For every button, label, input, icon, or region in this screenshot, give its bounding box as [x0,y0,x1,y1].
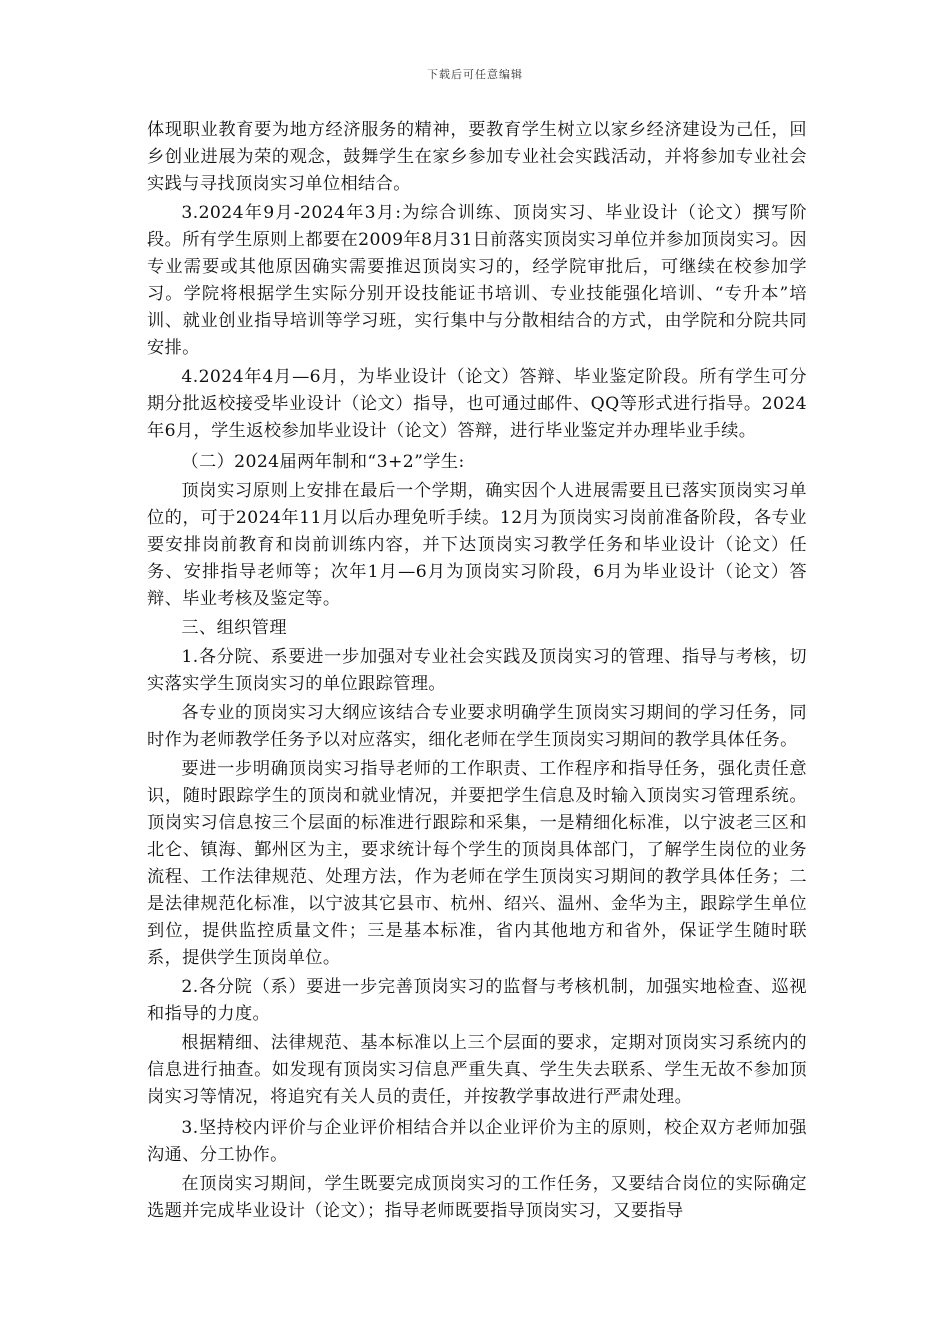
section-heading-3: 三、组织管理 [181,618,287,638]
paragraph-4: 顶岗实习原则上安排在最后一个学期，确实因个人进展需要且已落实顶岗实习单位的，可于2024年11月以后办理免听手续。12月为顶岗实习岗前准备阶段，各专业要安排岗前教育和岗前训练内容，并下达顶岗实习教学任务和毕业设计（论文）任务、安排指导老师等；次年1月—6月为顶岗实习阶段，6月为毕业设计（论文）答辩、毕业考核及鉴定等。 [147,481,807,609]
paragraph-11: 在顶岗实习期间，学生既要完成顶岗实习的工作任务，又要结合岗位的实际确定选题并完成毕业设计（论文）；指导老师既要指导顶岗实习，又要指导 [147,1174,807,1221]
paragraph-1: 体现职业教育要为地方经济服务的精神，要教育学生树立以家乡经济建设为己任，回乡创业进展为荣的观念，鼓舞学生在家乡参加专业社会实践活动，并将参加专业社会实践与寻找顶岗实习单位相结合。 [147,120,807,194]
paragraph-10: 3.坚持校内评价与企业评价相结合并以企业评价为主的原则，校企双方老师加强沟通、分工协作。 [147,1118,807,1165]
paragraph-3: 4.2024年4月—6月，为毕业设计（论文）答辩、毕业鉴定阶段。所有学生可分期分批返校接受毕业设计（论文）指导，也可通过邮件、QQ等形式进行指导。2024年6月，学生返校参加毕业设计（论文）答辩，进行毕业鉴定并办理毕业手续。 [147,367,807,441]
section-heading-2: （二）2024届两年制和“3+2”学生: [181,452,465,472]
paragraph-7: 要进一步明确顶岗实习指导老师的工作职责、工作程序和指导任务，强化责任意识，随时跟踪学生的顶岗和就业情况，并要把学生信息及时输入顶岗实习管理系统。顶岗实习信息按三个层面的标准进行跟踪和采集，一是精细化标准，以宁波老三区和北仑、镇海、鄞州区为主，要求统计每个学生的顶岗具体部门，了解学生岗位的业务流程、工作法律规范、处理方法，作为老师在学生顶岗实习期间的教学具体任务；二是法律规范化标准，以宁波其它县市、杭州、绍兴、温州、金华为主，跟踪学生单位到位，提供监控质量文件；三是基本标准，省内其他地方和省外，保证学生随时联系，提供学生顶岗单位。 [147,759,807,968]
document-body [147,117,807,1227]
paragraph-9: 根据精细、法律规范、基本标准以上三个层面的要求，定期对顶岗实习系统内的信息进行抽查。如发现有顶岗实习信息严重失真、学生失去联系、学生无故不参加顶岗实习等情况，将追究有关人员的责任，并按教学事故进行严肃处理。 [147,1033,807,1107]
paragraph-6: 各专业的顶岗实习大纲应该结合专业要求明确学生顶岗实习期间的学习任务，同时作为老师教学任务予以对应落实，细化老师在学生顶岗实习期间的教学具体任务。 [147,703,807,750]
paragraph-2: 3.2024年9月-2024年3月:为综合训练、顶岗实习、毕业设计（论文）撰写阶段。所有学生原则上都要在2009年8月31日前落实顶岗实习单位并参加顶岗实习。因专业需要或其他原因确实需要推迟顶岗实习的，经学院审批后，可继续在校参加学习。学院将根据学生实际分别开设技能证书培训、专业技能强化培训、“专升本”培训、就业创业指导培训等学习班，实行集中与分散相结合的方式，由学院和分院共同安排。 [147,203,807,358]
paragraph-5: 1.各分院、系要进一步加强对专业社会实践及顶岗实习的管理、指导与考核，切实落实学生顶岗实习的单位跟踪管理。 [147,647,807,694]
page-header: 下载后可任意编辑 [427,68,523,81]
paragraph-8: 2.各分院（系）要进一步完善顶岗实习的监督与考核机制，加强实地检查、巡视和指导的力度。 [147,977,807,1024]
